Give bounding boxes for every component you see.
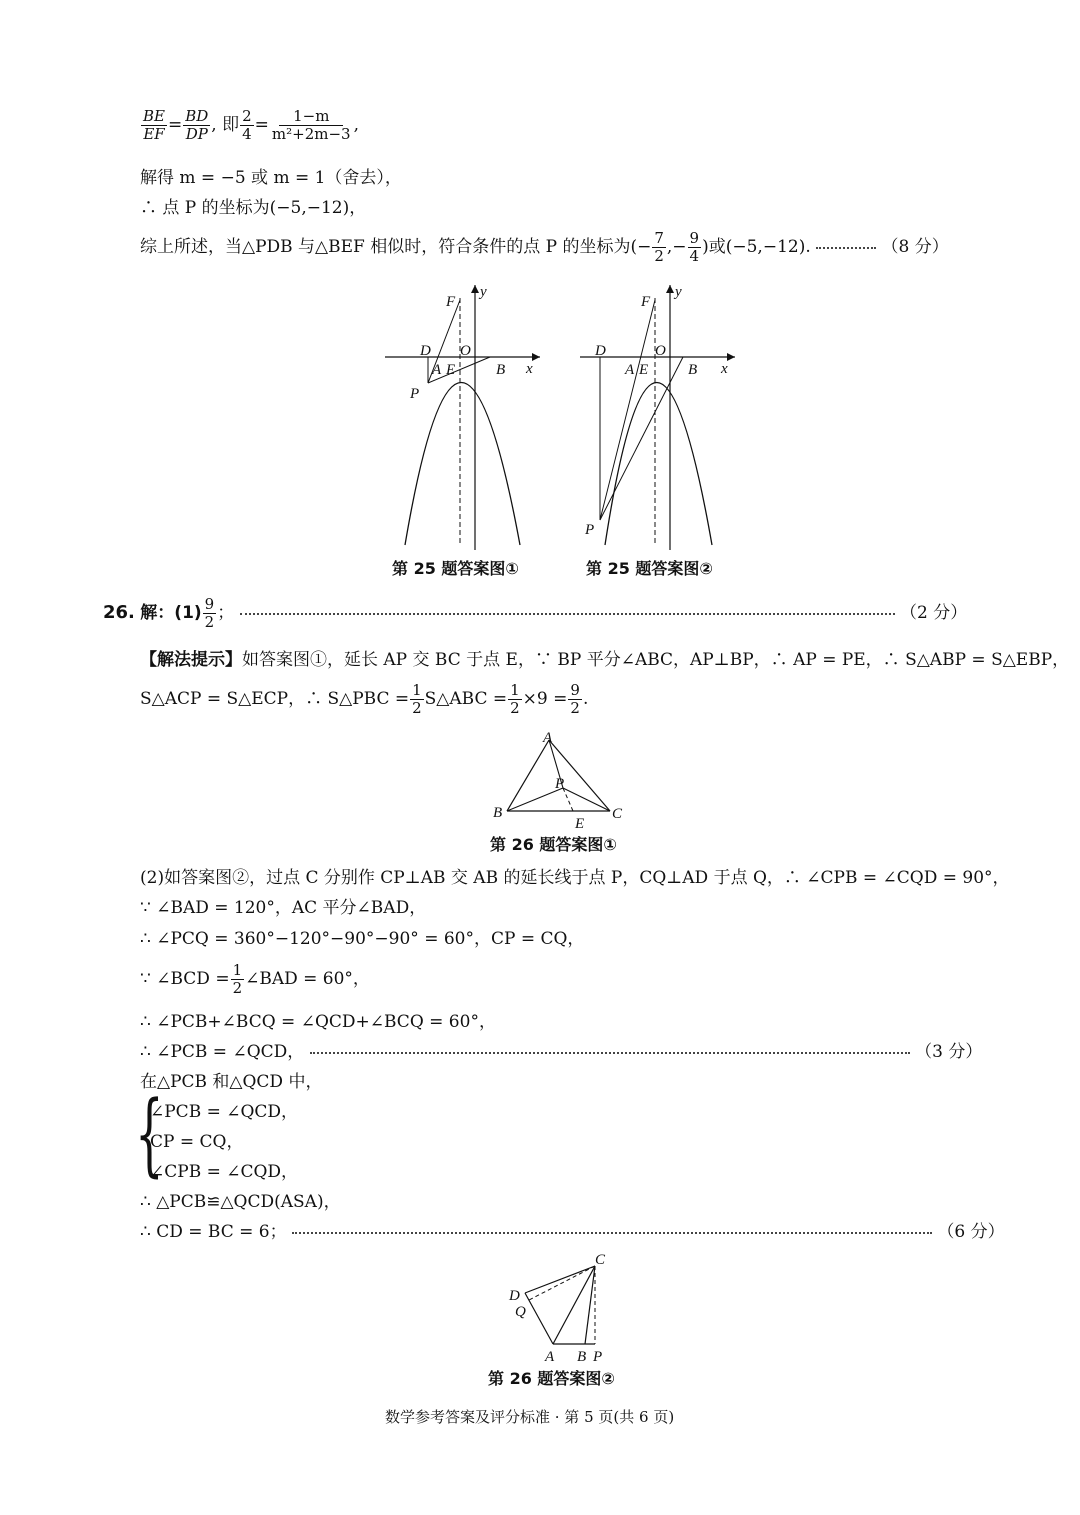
score-label: （2 分） — [900, 603, 968, 623]
frac-num: BD — [185, 107, 209, 125]
svg-text:B: B — [493, 805, 503, 821]
score-label: （6 分） — [937, 1222, 1005, 1242]
ratio-equation: $\frac{BE}{EF}$ = $\frac{BD}{DP}$ , 即 $\frac{2}{4}$ = $\frac{1-m}{\text{m²+2m−3}}$ , — [143, 107, 359, 143]
score-label: （3 分） — [915, 1042, 983, 1062]
frac-den: 4 — [242, 125, 252, 143]
summary-line: 综上所述，当△PDB 与△BEF 相似时，符合条件的点 P 的坐标为(− $\frac{7}{2}$ ,− $\frac{9}{4}$ )或(−5,−12). （8 分） — [140, 229, 949, 265]
system-brace: { — [135, 1082, 164, 1187]
ratio-connector: , 即 — [211, 115, 240, 135]
figure-26-2-caption: 第 26 题答案图② — [488, 1369, 615, 1388]
summary-text-end: )或(−5,−12). — [702, 237, 811, 257]
frac-den: 2 — [654, 247, 664, 265]
frac-den: 2 — [412, 699, 422, 717]
frac-num: 9 — [204, 595, 215, 613]
part2-line-5: ∴ ∠PCB+∠BCQ = ∠QCD+∠BCQ = 60°， — [140, 1012, 496, 1032]
dot-leader — [240, 613, 895, 615]
frac-num: 1 — [510, 681, 520, 699]
dot-leader — [816, 247, 876, 249]
part2-line-7: 在△PCB 和△QCD 中， — [140, 1072, 323, 1092]
frac-num: 1−m — [279, 108, 343, 126]
frac-num: 7 — [654, 229, 664, 247]
frac-num: 2 — [242, 107, 252, 125]
dot-leader — [292, 1232, 932, 1234]
part2-line-1: (2)如答案图②，过点 C 分别作 CP⊥AB 交 AB 的延长线于点 P，CQ⊥AD 于点 Q，∴ ∠CPB = ∠CQD = 90°， — [140, 868, 1010, 888]
frac-den: EF — [143, 125, 165, 143]
frac-den: m²+2m−3 — [271, 125, 351, 143]
system-eq-3: ∠CPB = ∠CQD， — [150, 1162, 299, 1182]
part2-text: ∠BAD = 60°， — [245, 969, 370, 989]
solve-line: 解得 m = −5 或 m = 1（舍去）， — [140, 168, 402, 188]
frac-num: 1 — [412, 681, 422, 699]
hint-text: S△ABC = — [424, 689, 508, 709]
svg-text:y: y — [480, 284, 487, 300]
part2-text: ∵ ∠BCD = — [140, 969, 230, 989]
hint-text: 如答案图①，延长 AP 交 BC 于点 E，∵ BP 平分∠ABC，AP⊥BP，∴ AP = PE，∴ S△ABP = S△EBP， — [242, 650, 1070, 670]
svg-text:O: O — [460, 343, 471, 359]
coordinate-line: ∴ 点 P 的坐标为(−5,−12)， — [140, 198, 367, 218]
svg-text:P: P — [593, 1349, 603, 1365]
summary-text: 综上所述，当△PDB 与△BEF 相似时，符合条件的点 P 的坐标为( — [140, 237, 638, 257]
frac-num: 9 — [570, 681, 580, 699]
figure-26-1-caption: 第 26 题答案图① — [490, 835, 617, 854]
figure-26-1 — [485, 728, 630, 828]
svg-text:A: A — [432, 362, 442, 378]
svg-text:y: y — [675, 284, 682, 300]
frac-den: 2 — [510, 699, 520, 717]
part2-line-9 — [140, 1222, 1005, 1242]
part2-line-3: ∴ ∠PCQ = 360°−120°−90°−90° = 60°，CP = CQ， — [140, 929, 585, 949]
q26-part1-line — [103, 596, 973, 631]
svg-text:A: A — [625, 362, 635, 378]
svg-text:x: x — [526, 361, 533, 377]
svg-text:E: E — [446, 362, 456, 378]
frac-den: 2 — [232, 979, 243, 997]
svg-text:A: A — [545, 1349, 555, 1365]
answer-suffix: ； — [217, 603, 235, 623]
solve-label: 解：(1) — [140, 603, 202, 623]
system-eq-1: ∠PCB = ∠QCD， — [150, 1102, 299, 1122]
svg-text:A: A — [543, 730, 553, 746]
frac-num: BE — [143, 107, 165, 125]
svg-text:F: F — [641, 294, 651, 310]
page-footer: 数学参考答案及评分标准 · 第 5 页(共 6 页) — [385, 1408, 675, 1426]
question-number: 26. — [103, 602, 135, 623]
figure-25-1 — [380, 280, 550, 555]
svg-text:E: E — [639, 362, 649, 378]
figure-25-2 — [575, 280, 745, 555]
part2-line-4 — [140, 962, 370, 997]
svg-text:D: D — [595, 343, 606, 359]
figure-26-2 — [505, 1248, 625, 1366]
svg-text:C: C — [595, 1252, 606, 1268]
svg-text:C: C — [612, 806, 623, 822]
part2-text: ∴ ∠PCB = ∠QCD， — [140, 1042, 305, 1062]
svg-text:D: D — [420, 343, 431, 359]
part2-text: ∴ CD = BC = 6； — [140, 1222, 287, 1242]
hint-text: ×9 = — [522, 689, 568, 709]
hint-label: 【解法提示】 — [140, 650, 242, 670]
frac-den: 2 — [204, 613, 215, 631]
svg-text:F: F — [446, 294, 456, 310]
svg-text:P: P — [585, 522, 595, 538]
svg-text:O: O — [655, 343, 666, 359]
frac-den: 4 — [689, 247, 700, 265]
hint-line-1 — [140, 650, 1069, 670]
dot-leader — [310, 1052, 910, 1054]
frac-num: 9 — [689, 229, 700, 247]
svg-text:P: P — [410, 386, 420, 402]
frac-den: 2 — [570, 699, 580, 717]
frac-num: 1 — [232, 961, 243, 979]
svg-text:B: B — [577, 1349, 587, 1365]
svg-text:E: E — [575, 816, 585, 828]
svg-text:Q: Q — [515, 1304, 526, 1320]
svg-text:D: D — [509, 1288, 520, 1304]
part2-line-2: ∵ ∠BAD = 120°，AC 平分∠BAD， — [140, 898, 427, 918]
hint-line-2: S△ACP = S△ECP，∴ S△PBC = $\frac{1}{2}$ S△ABC = $\frac{1}{2}$ ×9 = $\frac{9}{2}$ . — [140, 681, 589, 717]
system-eq-2: CP = CQ， — [150, 1132, 244, 1152]
part2-line-8: ∴ △PCB≌△QCD(ASA)， — [140, 1192, 341, 1212]
svg-text:B: B — [496, 362, 506, 378]
frac-den: DP — [185, 125, 208, 143]
score-label: （8 分） — [881, 237, 949, 257]
svg-text:B: B — [688, 362, 698, 378]
part2-line-6 — [140, 1042, 983, 1062]
figure-25-2-caption: 第 25 题答案图② — [586, 559, 713, 578]
svg-text:x: x — [721, 361, 728, 377]
svg-text:P: P — [555, 776, 565, 792]
figure-25-1-caption: 第 25 题答案图① — [392, 559, 519, 578]
hint-text: S△ACP = S△ECP，∴ S△PBC = — [140, 689, 410, 709]
